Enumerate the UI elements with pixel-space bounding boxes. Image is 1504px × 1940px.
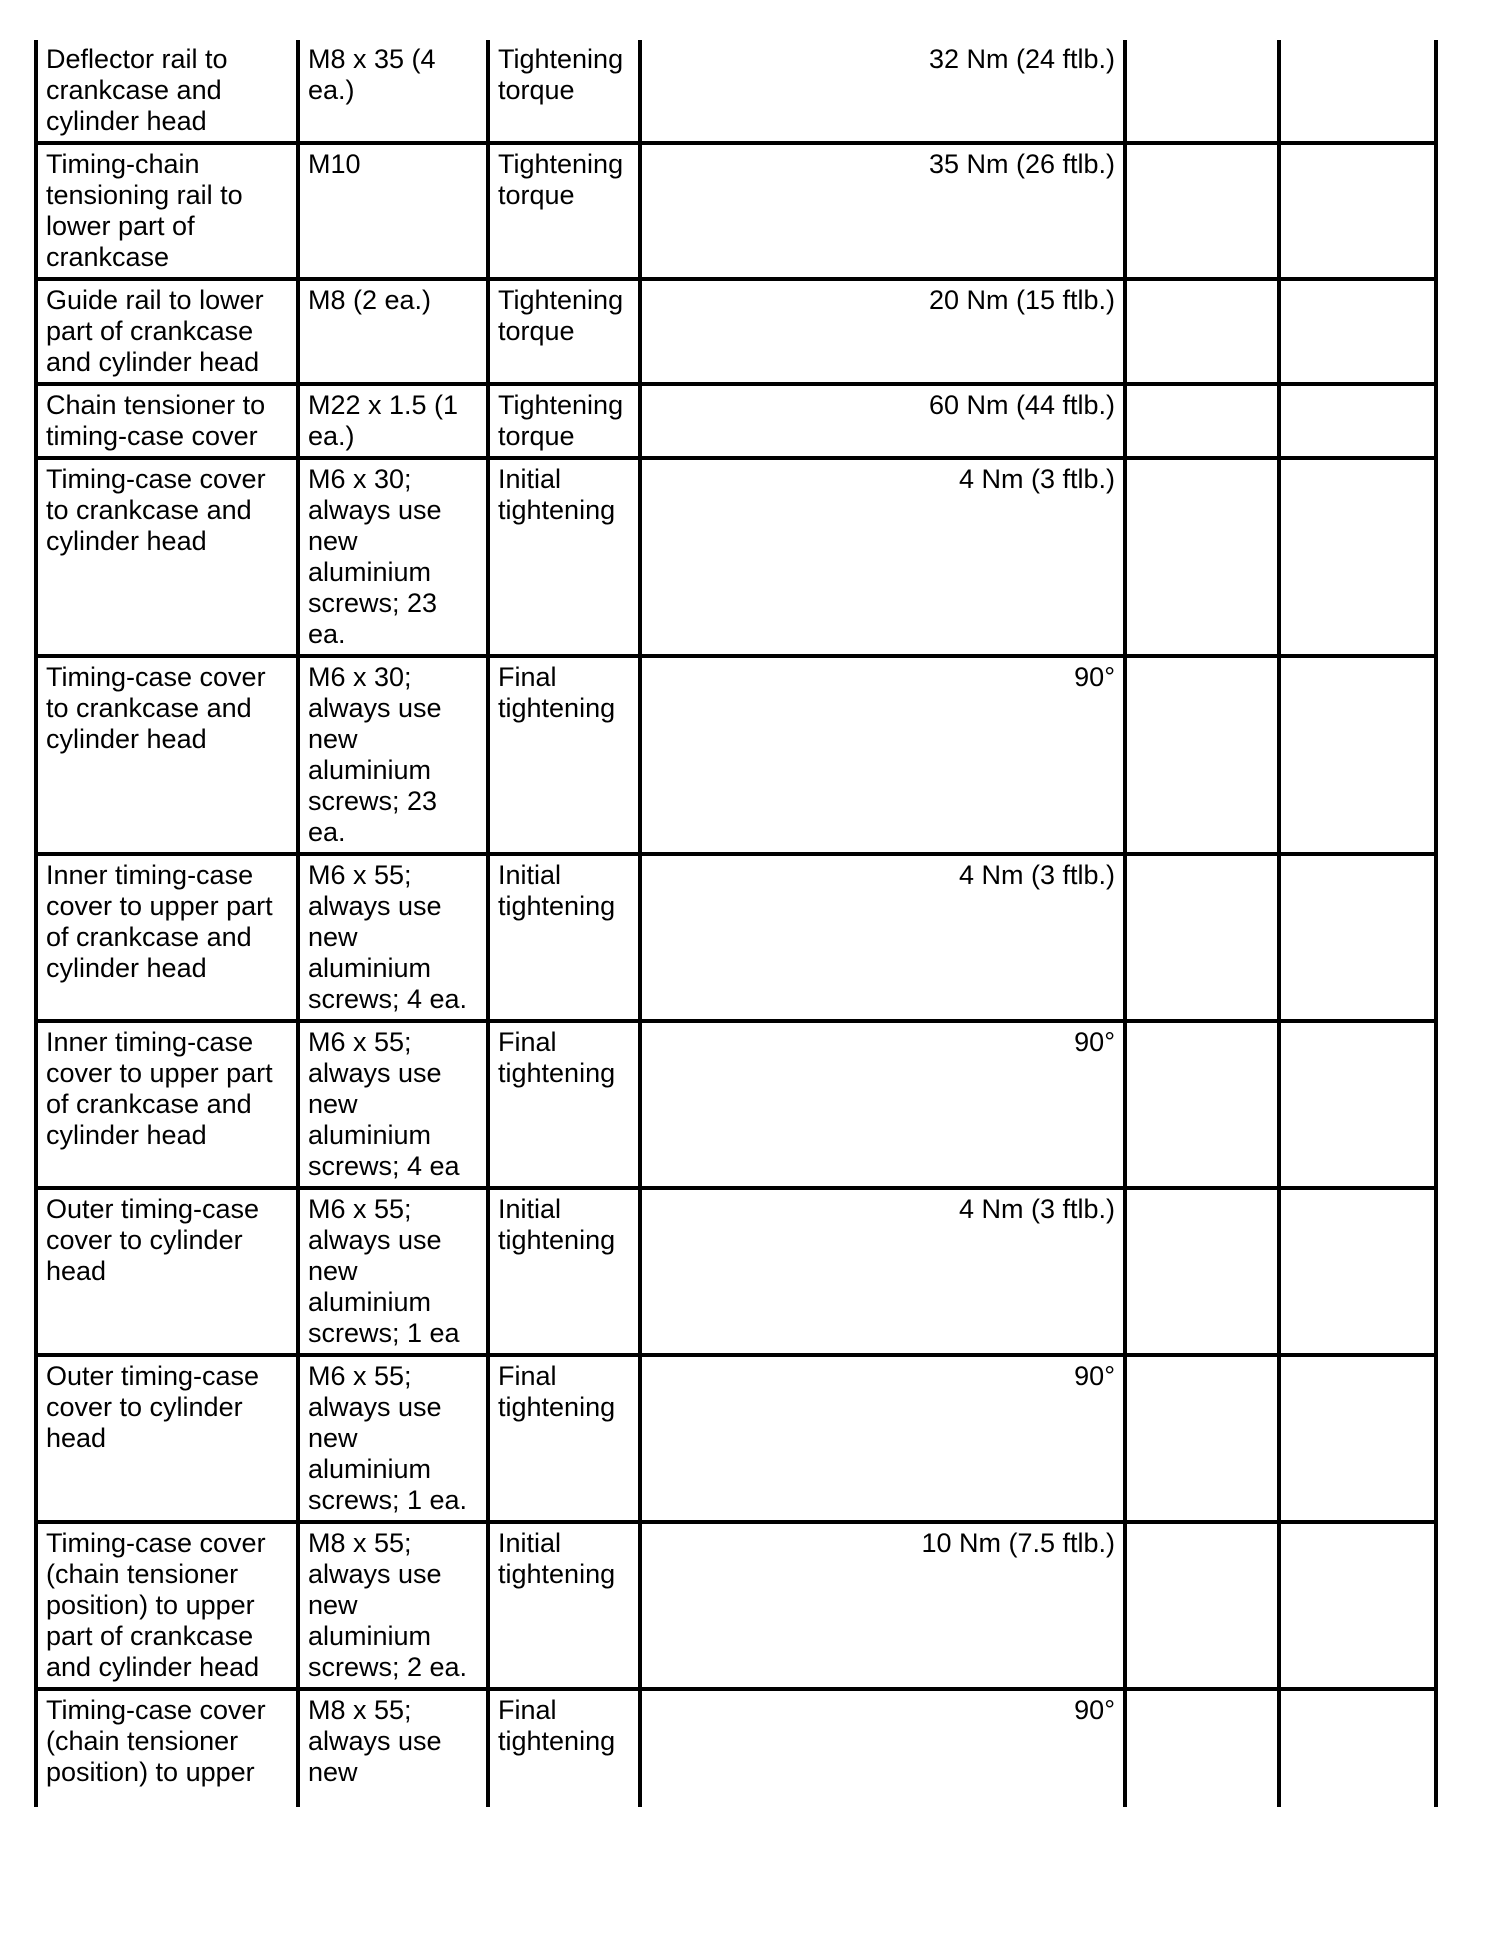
tightening-type-cell: Final tightening [488, 1355, 640, 1522]
tightening-type-cell: Tightening torque [488, 279, 640, 384]
fastener-cell: M22 x 1.5 (1 ea.) [298, 384, 488, 458]
tightening-type-cell: Initial tightening [488, 854, 640, 1021]
empty-cell [1279, 1355, 1436, 1522]
empty-cell [1279, 1689, 1436, 1807]
tightening-type-cell: Tightening torque [488, 40, 640, 143]
empty-cell [1125, 40, 1279, 143]
torque-value-cell: 10 Nm (7.5 ftlb.) [640, 1522, 1125, 1689]
table-row [36, 1021, 1436, 1188]
table-row [36, 854, 1436, 1021]
empty-cell [1125, 384, 1279, 458]
fastener-cell: M6 x 30; always use new aluminium screws; 23 ea. [298, 458, 488, 656]
fastener-cell: M8 x 35 (4 ea.) [298, 40, 488, 143]
empty-cell [1279, 1522, 1436, 1689]
component-cell: Guide rail to lower part of crankcase and cylinder head [36, 279, 298, 384]
torque-value-cell: 20 Nm (15 ftlb.) [640, 279, 1125, 384]
empty-cell [1279, 279, 1436, 384]
torque-value-cell: 4 Nm (3 ftlb.) [640, 458, 1125, 656]
torque-value-cell: 60 Nm (44 ftlb.) [640, 384, 1125, 458]
component-cell: Timing-case cover to crankcase and cylinder head [36, 458, 298, 656]
torque-value-cell: 90° [640, 1021, 1125, 1188]
table-row [36, 656, 1436, 854]
torque-value-cell: 4 Nm (3 ftlb.) [640, 1188, 1125, 1355]
empty-cell [1125, 1188, 1279, 1355]
tightening-type-cell: Final tightening [488, 1021, 640, 1188]
empty-cell [1279, 384, 1436, 458]
tightening-type-cell: Tightening torque [488, 384, 640, 458]
empty-cell [1279, 854, 1436, 1021]
component-cell: Timing-case cover to crankcase and cylinder head [36, 656, 298, 854]
empty-cell [1279, 143, 1436, 279]
component-cell: Deflector rail to crankcase and cylinder head [36, 40, 298, 143]
fastener-cell: M6 x 55; always use new aluminium screws; 4 ea [298, 1021, 488, 1188]
empty-cell [1125, 458, 1279, 656]
empty-cell [1279, 458, 1436, 656]
fastener-cell: M6 x 55; always use new aluminium screws; 4 ea. [298, 854, 488, 1021]
table-row [36, 40, 1436, 143]
empty-cell [1279, 656, 1436, 854]
table-row [36, 279, 1436, 384]
fastener-cell: M6 x 30; always use new aluminium screws; 23 ea. [298, 656, 488, 854]
component-cell: Inner timing-case cover to upper part of crankcase and cylinder head [36, 1021, 298, 1188]
tightening-type-cell: Initial tightening [488, 1522, 640, 1689]
empty-cell [1125, 656, 1279, 854]
empty-cell [1125, 1355, 1279, 1522]
table-row [36, 1522, 1436, 1689]
empty-cell [1125, 1689, 1279, 1807]
component-cell: Chain tensioner to timing-case cover [36, 384, 298, 458]
torque-value-cell: 90° [640, 1689, 1125, 1807]
component-cell: Timing-case cover (chain tensioner position) to upper part of crankcase and cylinder head [36, 1522, 298, 1689]
empty-cell [1279, 1021, 1436, 1188]
fastener-cell: M6 x 55; always use new aluminium screws; 1 ea. [298, 1355, 488, 1522]
component-cell: Inner timing-case cover to upper part of crankcase and cylinder head [36, 854, 298, 1021]
empty-cell [1125, 143, 1279, 279]
fastener-cell: M6 x 55; always use new aluminium screws; 1 ea [298, 1188, 488, 1355]
tightening-type-cell: Final tightening [488, 656, 640, 854]
table-row [36, 384, 1436, 458]
empty-cell [1279, 1188, 1436, 1355]
fastener-cell: M8 (2 ea.) [298, 279, 488, 384]
empty-cell [1125, 854, 1279, 1021]
table-row [36, 1689, 1436, 1807]
tightening-type-cell: Final tightening [488, 1689, 640, 1807]
fastener-cell: M10 [298, 143, 488, 279]
table-row [36, 1355, 1436, 1522]
torque-value-cell: 35 Nm (26 ftlb.) [640, 143, 1125, 279]
torque-value-cell: 32 Nm (24 ftlb.) [640, 40, 1125, 143]
table-row [36, 143, 1436, 279]
empty-cell [1125, 1522, 1279, 1689]
fastener-cell: M8 x 55; always use new [298, 1689, 488, 1807]
tightening-type-cell: Initial tightening [488, 458, 640, 656]
torque-spec-table [34, 40, 1438, 1807]
table-row [36, 1188, 1436, 1355]
torque-value-cell: 90° [640, 1355, 1125, 1522]
component-cell: Outer timing-case cover to cylinder head [36, 1188, 298, 1355]
empty-cell [1125, 1021, 1279, 1188]
torque-value-cell: 90° [640, 656, 1125, 854]
component-cell: Timing-case cover (chain tensioner position) to upper [36, 1689, 298, 1807]
component-cell: Outer timing-case cover to cylinder head [36, 1355, 298, 1522]
empty-cell [1125, 279, 1279, 384]
component-cell: Timing-chain tensioning rail to lower part of crankcase [36, 143, 298, 279]
empty-cell [1279, 40, 1436, 143]
tightening-type-cell: Tightening torque [488, 143, 640, 279]
table-row [36, 458, 1436, 656]
fastener-cell: M8 x 55; always use new aluminium screws; 2 ea. [298, 1522, 488, 1689]
torque-value-cell: 4 Nm (3 ftlb.) [640, 854, 1125, 1021]
tightening-type-cell: Initial tightening [488, 1188, 640, 1355]
